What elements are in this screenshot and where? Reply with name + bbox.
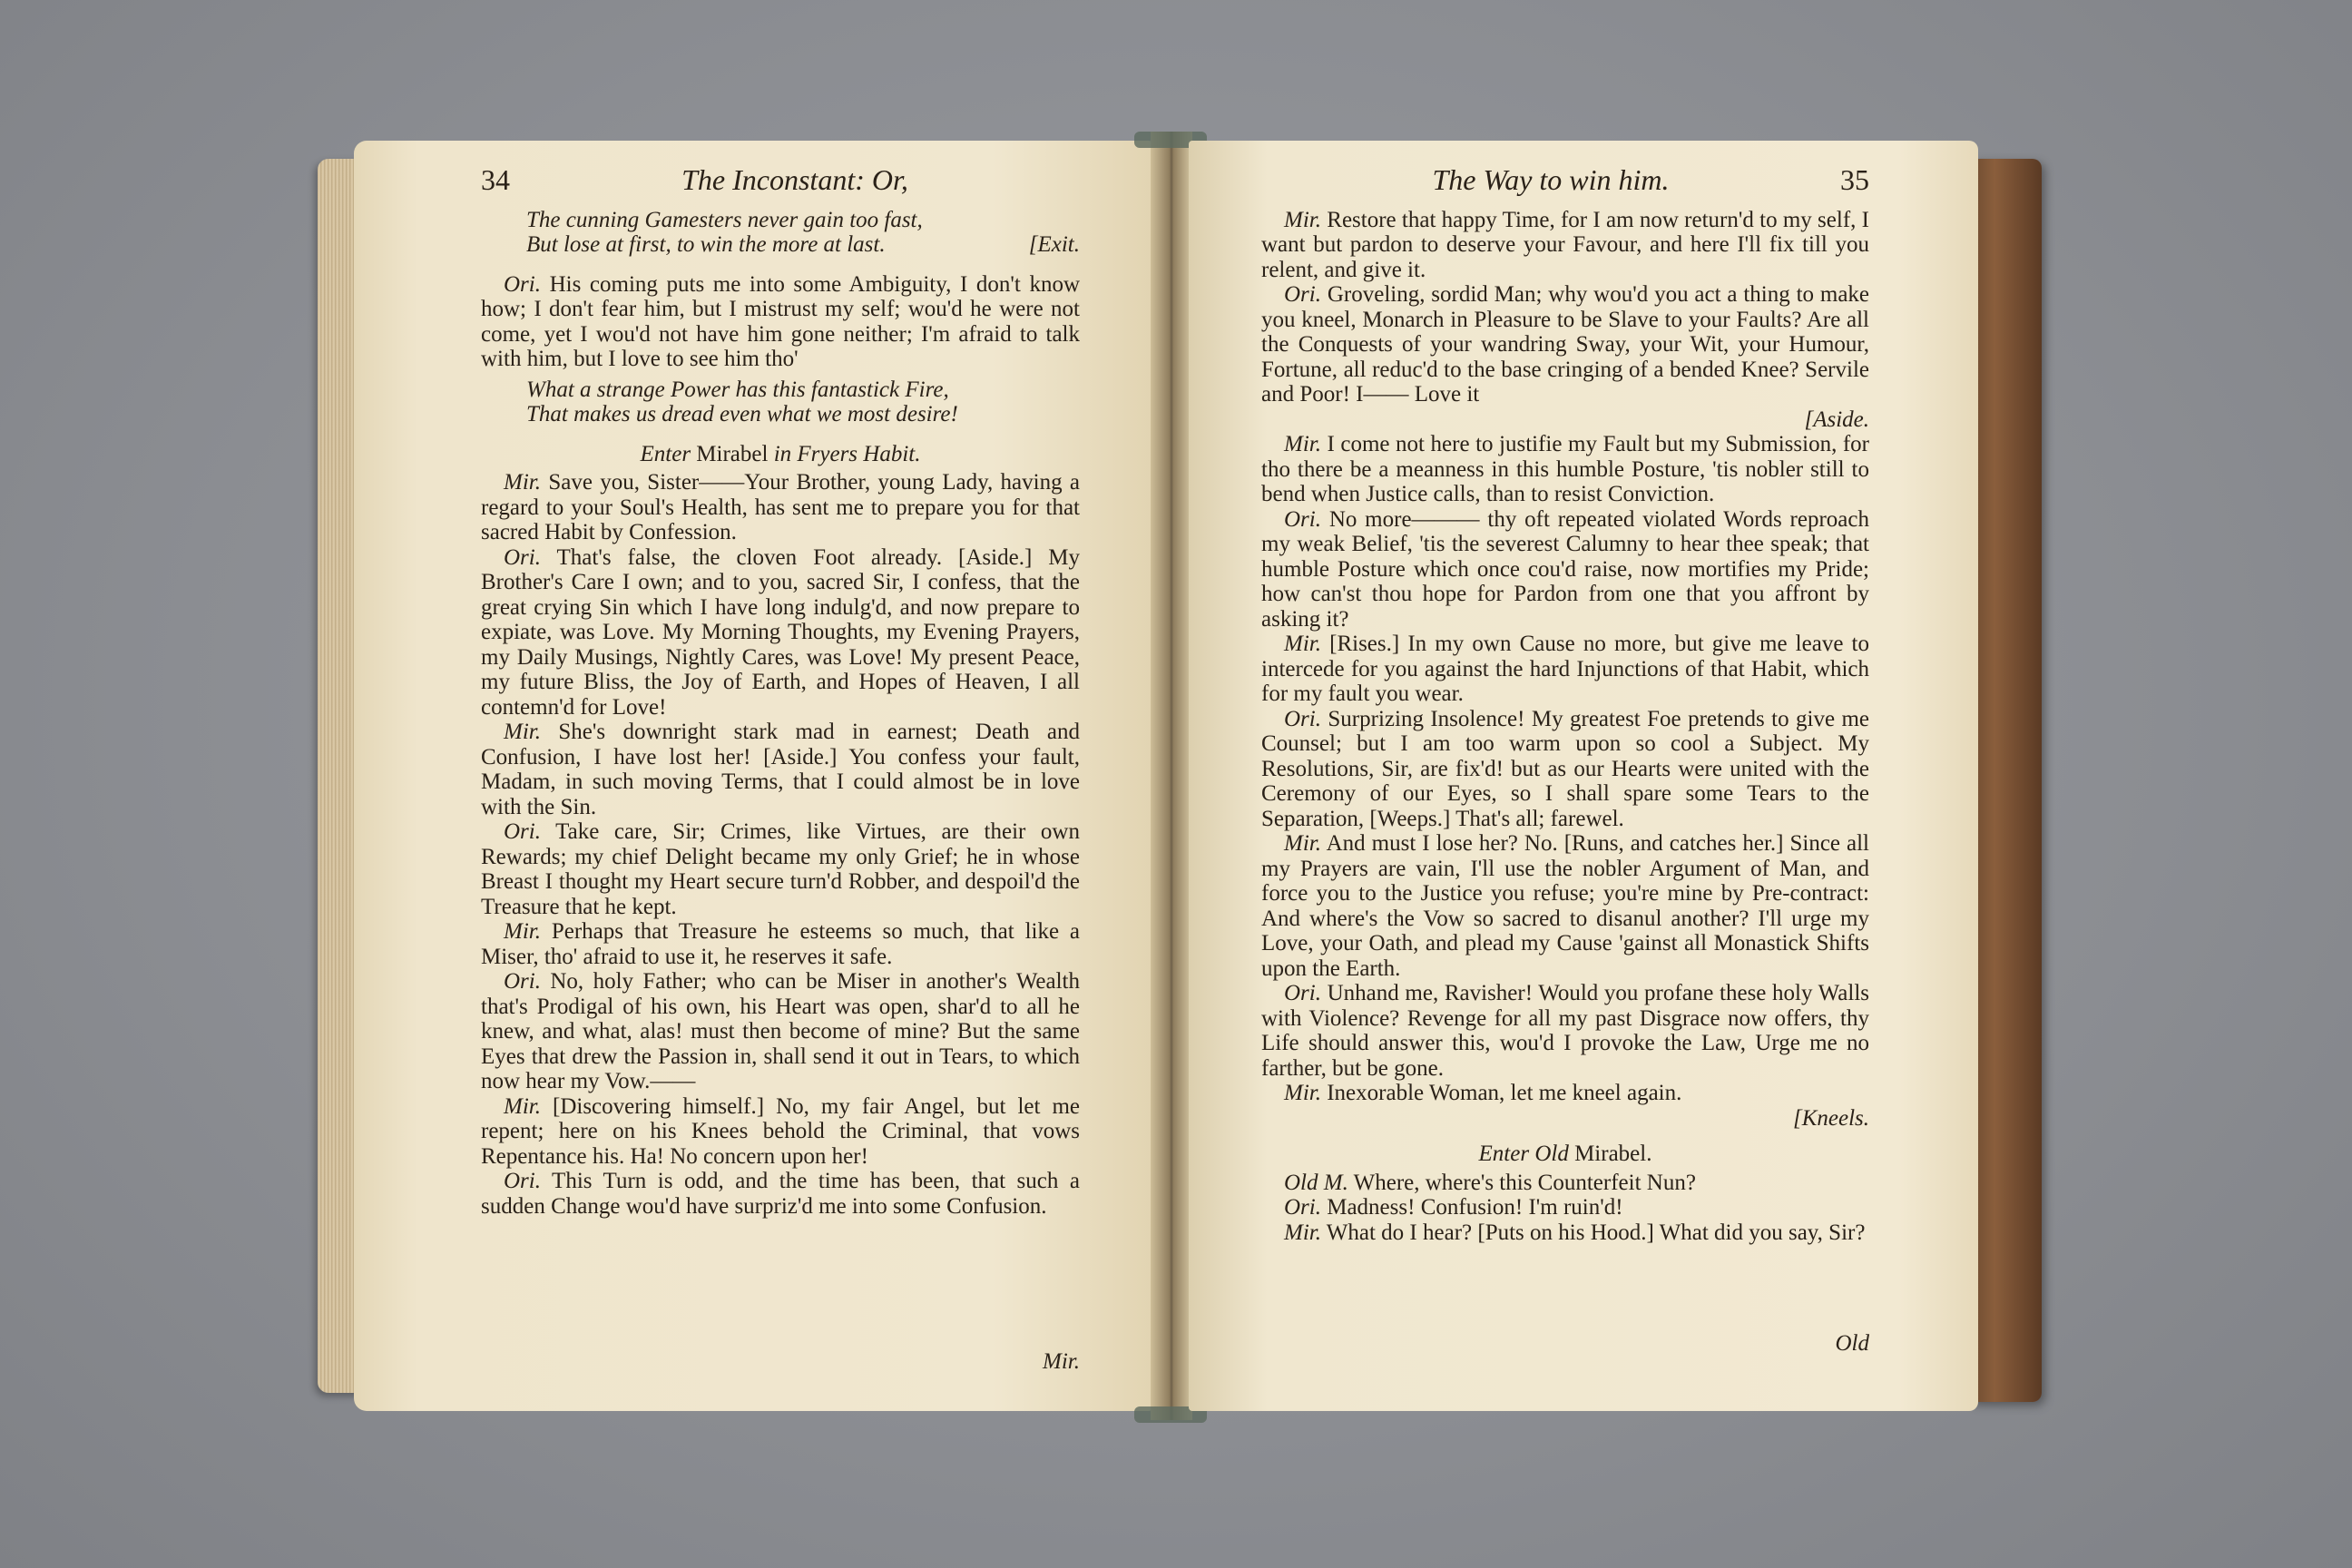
speech-text: What do I hear? [Puts on his Hood.] What did you say, Sir? (1326, 1220, 1866, 1245)
speaker-name: Mir. (1284, 432, 1321, 456)
speaker-name: Mir. (1284, 1220, 1321, 1245)
right-running-head (1261, 163, 1869, 196)
verse-line: What a strange Power has this fantastick Fire, (526, 377, 949, 402)
stage-direction-enter: Enter Mirabel in Fryers Habit. (640, 441, 921, 466)
speaker-name: Ori. (1284, 506, 1321, 532)
speech-text: Madness! Confusion! I'm ruin'd! (1327, 1195, 1623, 1220)
speech (481, 545, 1080, 720)
speech (481, 272, 1080, 372)
speech-text: Unhand me, Ravisher! Would you profane these holy Walls with Violence? Revenge for all my past Disgrace now offers, thy Life should answer this, wou'd I provoke the Law, Urge me no farther, but be gone. (1261, 981, 1869, 1081)
left-page (354, 141, 1152, 1411)
speaker-name: Ori. (504, 819, 541, 844)
speech-text: This Turn is odd, and the time has been, that such a sudden Change wou'd have surpriz'd me into some Confusion. (481, 1169, 1080, 1219)
speech (481, 1094, 1080, 1170)
speech (1261, 432, 1869, 507)
left-running-title: The Inconstant: Or, (681, 163, 908, 196)
stage-direction-exit: [Exit. (1028, 232, 1080, 257)
speech (1261, 1195, 1869, 1220)
speech-text: Inexorable Woman, let me kneel again. (1327, 1081, 1682, 1105)
speaker-name: Ori. (1284, 1195, 1321, 1220)
speaker-name: Ori. (504, 271, 541, 297)
speaker-name: Mir. (504, 470, 541, 495)
speech (481, 720, 1080, 819)
speech (481, 1169, 1080, 1219)
speech (1261, 208, 1869, 283)
verse-couplet-1 (481, 208, 1080, 258)
speech-text: Perhaps that Treasure he esteems so much, that like a Miser, tho' afraid to use it, he reserves it safe. (481, 919, 1080, 969)
right-page-text (1261, 163, 1870, 1245)
speech (1261, 1081, 1869, 1106)
speech (1261, 1220, 1869, 1246)
speech (1261, 507, 1869, 632)
speech (1261, 1171, 1869, 1196)
speech (1261, 981, 1869, 1081)
left-page-text (481, 163, 1081, 1219)
speaker-name: Mir. (504, 919, 541, 944)
stage-direction-enter: Enter Old Mirabel. (1478, 1142, 1652, 1166)
speaker-name: Mir. (504, 1093, 541, 1119)
speaker-name: Ori. (504, 1169, 541, 1193)
speech-text: No, holy Father; who can be Miser in another's Wealth that's Prodigal of his own, his Heart was open, shar'd to all he knew, and what, alas! must then become of mine? But the same Eyes that drew the Passion in, shall send it out in Tears, to which now hear my Vow.—— (481, 969, 1080, 1093)
verse-couplet-2 (481, 377, 1080, 427)
speaker-name: Ori. (504, 969, 541, 994)
speech-text: His coming puts me into some Ambiguity, I don't know how; I don't fear him, but I mistrust my self; wou'd he were not come, yet I wou'd not have him gone neither; I'm afraid to talk with him, but I love to see him tho' (481, 271, 1081, 371)
speech-text: [Discovering himself.] No, my fair Angel, but let me repent; here on his Knees behold the Criminal, that vows Repentance his. Ha! No concern upon her! (481, 1093, 1081, 1169)
open-book (318, 132, 2042, 1420)
verse-line: That makes us dread even what we most desire! (526, 402, 958, 426)
leather-cover-right (1969, 159, 2042, 1402)
left-running-head (481, 163, 1080, 196)
speech (1261, 831, 1869, 981)
speech (481, 919, 1080, 969)
speaker-name: Ori. (1284, 706, 1321, 731)
verse-line: The cunning Gamesters never gain too fast, (526, 207, 923, 232)
speaker-name: Ori. (504, 544, 541, 570)
speech-text: Restore that happy Time, for I am now return'd to my self, I want but pardon to deserve your Favour, and here I'll fix till you relent, and give it. (1261, 207, 1870, 282)
speech (481, 819, 1080, 919)
speaker-name: Ori. (1284, 282, 1321, 307)
speaker-name: Mir. (504, 720, 541, 744)
speech-text: Take care, Sir; Crimes, like Virtues, are their own Rewards; my chief Delight became my only Grief; he in whose Breast I thought my Heart secure turn'd Robber, and despoil'd the Treasure that he kept. (481, 819, 1080, 919)
speech-text: Surprizing Insolence! My greatest Foe pretends to give me Counsel; but I am too warm upon so cool a Subject. My Resolutions, Sir, are fix'd! but as our Hearts were united with the Ceremony of our Eyes, so I shall spare some Tears to the Separation, [Weeps.] That's all; farewel. (1261, 706, 1870, 831)
speaker-name: Ori. (1284, 981, 1321, 1005)
right-page (1189, 141, 1978, 1411)
speaker-name: Mir. (1284, 207, 1321, 232)
speech-text: Groveling, sordid Man; why wou'd you act a thing to make you kneel, Monarch in Pleasure to be Slave to your Faults? Are all the Conquests of your wandring Sway, your Wit, your Humour, Fortune, all reduc'd to the base cringing of a bended Knee? Servile and Poor! I—— Love it (1261, 282, 1870, 407)
speaker-name: Mir. (1284, 831, 1321, 856)
right-page-number: 35 (1839, 163, 1869, 196)
speech (1261, 282, 1869, 407)
speech-text: No more——— thy oft repeated violated Words reproach my weak Belief, 'tis the severest Calumny to hear thee speak; that humble Posture which once cou'd raise, now mortifies my Pride; how can'st thou hope for Pardon from one that you affront by asking it? (1261, 506, 1870, 632)
speech (481, 969, 1080, 1094)
speaker-name: Mir. (1284, 1081, 1321, 1105)
speech (1261, 707, 1869, 832)
stage-direction-aside: [Aside. (1804, 407, 1869, 432)
speech (481, 470, 1080, 545)
speech (1261, 632, 1869, 707)
speech-text: Where, where's this Counterfeit Nun? (1353, 1170, 1696, 1195)
speech-text: That's false, the cloven Foot already. [Aside.] My Brother's Care I own; and to you, sacred Sir, I confess, that the great crying Sin which I have long indulg'd, and now prepare to expiate, was Love. My Morning Thoughts, my Evening Prayers, my Daily Musings, Nightly Cares, was Love! My present Peace, my future Bliss, the Joy of Earth, and Hopes of Heaven, I all contemn'd for Love! (481, 544, 1080, 720)
book-gutter (1151, 132, 1192, 1420)
speaker-name: Old M. (1284, 1170, 1348, 1195)
catchword: Old (1835, 1331, 1869, 1356)
speech-text: And must I lose her? No. [Runs, and catches her.] Since all my Prayers are vain, I'll use the nobler Argument of Man, and force you to the Justice you refuse; you're mine by Pre-contract: And where's the Vow so sacred to disanul another? I'll urge my Love, your Oath, and plead my Cause 'gainst all Monastick Shifts upon the Earth. (1261, 831, 1869, 981)
catchword: Mir. (1043, 1349, 1080, 1374)
speaker-name: Mir. (1284, 632, 1321, 656)
left-page-number: 34 (481, 163, 510, 196)
stage-direction-kneels: [Kneels. (1792, 1105, 1869, 1131)
speech-text: I come not here to justifie my Fault but my Submission, for tho there be a meanness in this humble Posture, 'tis nobler still to bend when Justice calls, than to resist Conviction. (1261, 432, 1869, 506)
speech-text: Save you, Sister——Your Brother, young Lady, having a regard to your Soul's Health, has sent me to prepare you for that sacred Habit by Confession. (481, 470, 1080, 544)
speech-text: [Rises.] In my own Cause no more, but give me leave to intercede for you against the hard Injunctions of that Habit, which for my fault you wear. (1261, 632, 1869, 706)
right-running-title: The Way to win him. (1432, 163, 1670, 196)
verse-line: But lose at first, to win the more at last. (526, 232, 886, 257)
speech-text: She's downright stark mad in earnest; Death and Confusion, I have lost her! [Aside.] You confess your fault, Madam, in such moving Terms, that I could almost be in love with the Sin. (481, 720, 1080, 819)
